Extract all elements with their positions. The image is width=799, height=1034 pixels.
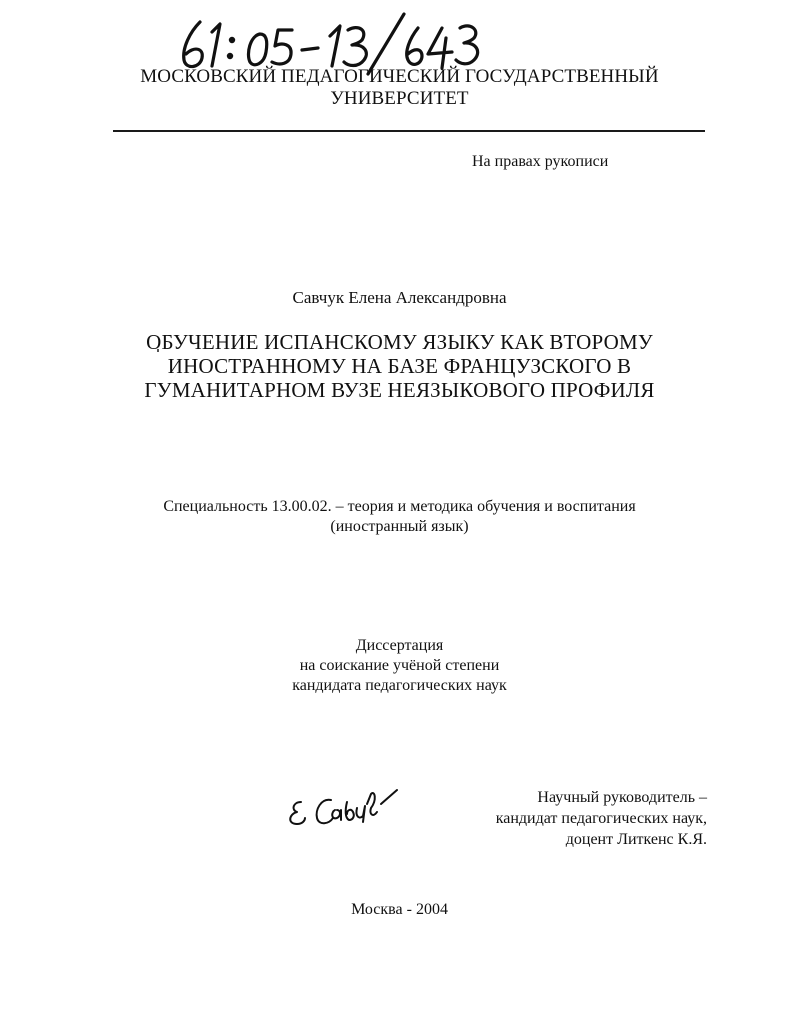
specialty-block — [0, 497, 799, 537]
signature-drawing — [285, 788, 400, 833]
author-signature — [285, 788, 400, 833]
city-year: Москва - 2004 — [351, 901, 448, 918]
title-line-3: ГУМАНИТАРНОМ ВУЗЕ НЕЯЗЫКОВОГО ПРОФИЛЯ — [144, 378, 655, 402]
supervisor-line-3: доцент Литкенс К.Я. — [565, 831, 707, 848]
specialty-line-2: (иностранный язык) — [330, 518, 469, 535]
author-name: Савчук Елена Александровна — [292, 288, 507, 307]
title-line-1: ОБУЧЕНИЕ ИСПАНСКОМУ ЯЗЫКУ КАК ВТОРОМУ — [146, 330, 653, 354]
title-line-2: ИНОСТРАННОМУ НА БАЗЕ ФРАНЦУЗСКОГО В — [167, 354, 632, 378]
specialty-line-1: Специальность 13.00.02. – теория и методика обучения и воспитания — [163, 498, 636, 515]
degree-line-2: на соискание учёной степени — [299, 657, 500, 674]
supervisor-block — [440, 787, 707, 850]
degree-line-1: Диссертация — [355, 637, 444, 654]
dissertation-title — [0, 330, 799, 402]
university-line-1: МОСКОВСКИЙ ПЕДАГОГИЧЕСКИЙ ГОСУДАРСТВЕННЫЙ — [140, 66, 659, 87]
university-line-2: УНИВЕРСИТЕТ — [330, 88, 469, 109]
degree-line-3: кандидата педагогических наук — [292, 677, 507, 694]
supervisor-line-2: кандидат педагогических наук, — [495, 810, 707, 827]
supervisor-line-1: Научный руководитель – — [537, 789, 707, 806]
degree-block — [0, 636, 799, 696]
header-divider — [113, 130, 705, 132]
rights-notice: На правах рукописи — [472, 153, 609, 170]
university-name — [0, 66, 799, 110]
